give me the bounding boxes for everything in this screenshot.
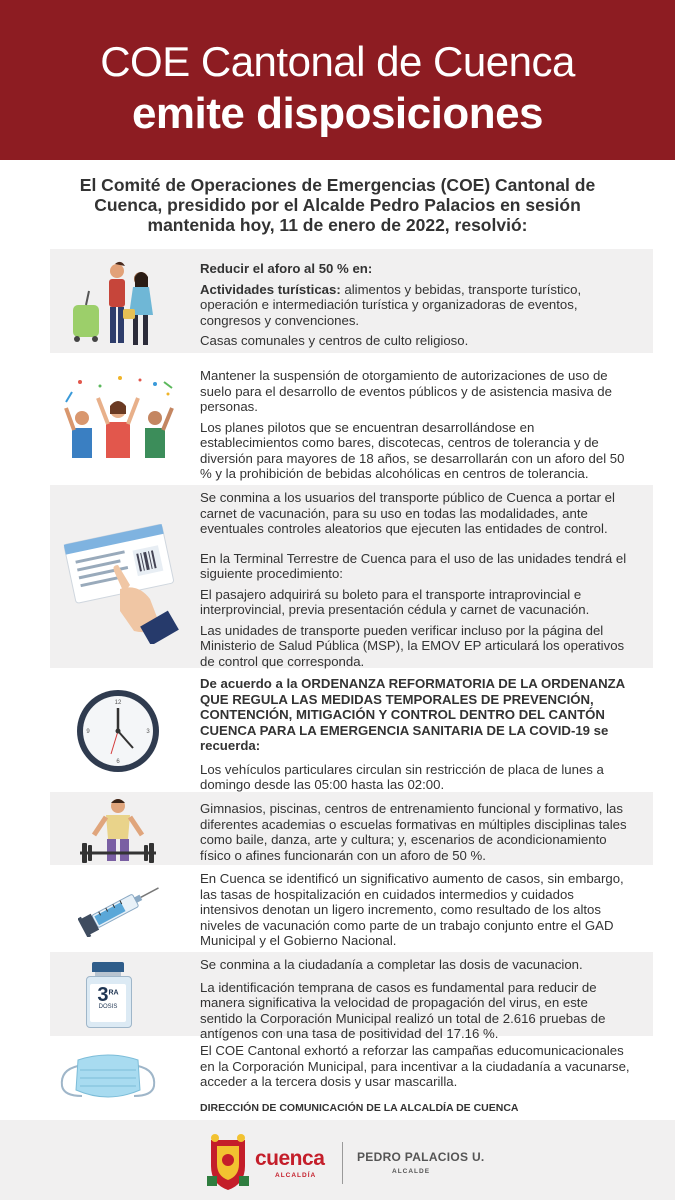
antigen-tests: La identificación temprana de casos es fundamental para reducir de manera significativa la velocidad de propagación del virus, en este sentido la Corporación Municipal realizó un total de 2.616 pruebas de antígenos con una tasa de positividad del 17.16 %. (200, 979, 606, 1041)
terminal-procedure: En la Terminal Terrestre de Cuenca para el uso de las unidades tendrá el siguiente procedimiento: (200, 550, 627, 581)
section-gyms-text (200, 801, 630, 868)
ticket-purchase: El pasajero adquirirá su boleto para el transporte intraprovincial e interprovincial, previa presentación cédula y carnet de vacunación. (200, 586, 590, 617)
section-ordinance (50, 672, 653, 790)
ordinance-heading: De acuerdo a la ORDENANZA REFORMATORIA DE LA ORDENANZA QUE REGULA LAS MEDIDAS TEMPORALES DE PREVENCIÓN, CONTENCIÓN, MITIGACIÓN Y CONTROL DENTRO DEL CANTÓN CUENCA PARA LA EMERGENCIA SANITARIA DE LA COVID-19 se recuerda: (200, 676, 625, 753)
crowd-icon (60, 374, 180, 464)
msp-verification: Las unidades de transporte pueden verificar incluso por la página del Ministerio de Salud Pública (MSP), la EMOV EP articulará los operativos de control que corresponda. (200, 622, 625, 669)
transport-card-requirement: Se conmina a los usuarios del transporte público de Cuenca a portar el carnet de vacunación, para su uso en todas las modalidades, ante eventuales controles aleatorios que ejecuten las entidades de control. (200, 490, 615, 536)
tourism-activities: Actividades turísticas: alimentos y bebidas, transporte turístico, operación e intermediación turística y organizadoras de eventos, congresos y convenciones. (200, 281, 582, 328)
face-mask-icon (58, 1048, 158, 1106)
svg-text:6: 6 (116, 759, 120, 765)
section-vaccination (50, 952, 653, 1041)
travelers-icon (65, 257, 175, 349)
cases-increase: En Cuenca se identificó un significativo aumento de casos, sin embargo, las tasas de hospitalización en cuidados intermedios y cuidados intensivos denotan un ligero incremento, como resultado de los altos niveles de vacunación como parte de un trabajo conjunto entre el GAD Municipal y el Gobierno Nacional. (200, 871, 624, 948)
campaigns-text: El COE Cantonal exhortó a reforzar las campañas educomunicacionales en la Corporación Municipal, para incentivar a la ciudadanía a vacunarse, acceder a la tercera dosis y usar mascarilla. (200, 1043, 630, 1089)
section-capacity-text (200, 261, 630, 354)
mayor-name: PEDRO PALACIOS U. (357, 1150, 485, 1164)
intro-text: El Comité de Operaciones de Emergencias (COE) Cantonal de Cuenca, presidido por el Alcalde Pedro Palacios en sesión mantenida hoy, 11 de enero de 2022, resolvió: (79, 175, 596, 235)
section-cases (50, 869, 653, 947)
vaccine-vial-icon: $3^{RA}$ DOSIS (84, 962, 132, 1028)
vaccination-card-icon (62, 519, 182, 644)
svg-text:9: 9 (86, 729, 90, 735)
section-events-text (200, 368, 630, 487)
section-cases-text (200, 871, 630, 954)
footer-divider (342, 1142, 343, 1184)
section-gyms (50, 792, 653, 865)
weightlifter-icon (78, 795, 158, 865)
svg-text:12: 12 (114, 700, 122, 706)
events-suspension: Mantener la suspensión de otorgamiento de autorizaciones de uso de suelo para el desarrollo de eventos públicos y de asistencia masiva de personas. (200, 368, 612, 414)
title-line-2: emite disposiciones (131, 89, 544, 138)
section-vaccination-text (200, 957, 630, 1047)
section-campaigns (50, 1040, 653, 1118)
vehicle-circulation: Los vehículos particulares circulan sin restricción de placa de lunes a domingo desde las 05:00 hasta las 02:00. (200, 761, 604, 792)
section-ordinance-text (200, 676, 630, 798)
title-line-1: COE Cantonal de Cuenca (100, 38, 575, 85)
brand-sub: ALCALDÍA (275, 1172, 317, 1179)
brand-logo: cuenca (255, 1147, 325, 1170)
coat-of-arms-icon (205, 1132, 251, 1192)
section-capacity (50, 249, 653, 353)
clock-icon (75, 688, 161, 774)
complete-doses: Se conmina a la ciudadanía a completar las dosis de vacunacion. (200, 957, 583, 972)
mayor-title: ALCALDE (392, 1168, 431, 1175)
header-banner (0, 0, 675, 160)
capacity-heading: Reducir el aforo al 50 % en: (200, 261, 373, 276)
section-events (50, 360, 653, 481)
community-houses: Casas comunales y centros de culto religioso. (200, 333, 469, 348)
gyms-capacity: Gimnasios, piscinas, centros de entrenamiento funcional y formativo, las diferentes academias o escuelas formativas en múltiples disciplinas tales como baile, danza, arte y cultura; y, escenarios de acondicionamiento físico o afines funcionarán con un aforo de 50 %. (200, 801, 627, 863)
section-transport-text (200, 490, 630, 674)
signature: DIRECCIÓN DE COMUNICACIÓN DE LA ALCALDÍA DE CUENCA (200, 1101, 519, 1114)
footer (0, 1120, 675, 1200)
section-transport (50, 485, 653, 668)
syringe-icon (78, 881, 164, 937)
pilot-plans: Los planes pilotos que se encuentran desarrollándose en establecimientos como bares, discotecas, centros de tolerancia y de diversión para mayores de 18 años, se desarrollarán con un aforo del 50 % y la prohibición de bebidas alcohólicas en centros de tolerancia. (200, 419, 625, 481)
svg-text:3: 3 (146, 729, 150, 735)
section-campaigns-text (200, 1043, 630, 1121)
